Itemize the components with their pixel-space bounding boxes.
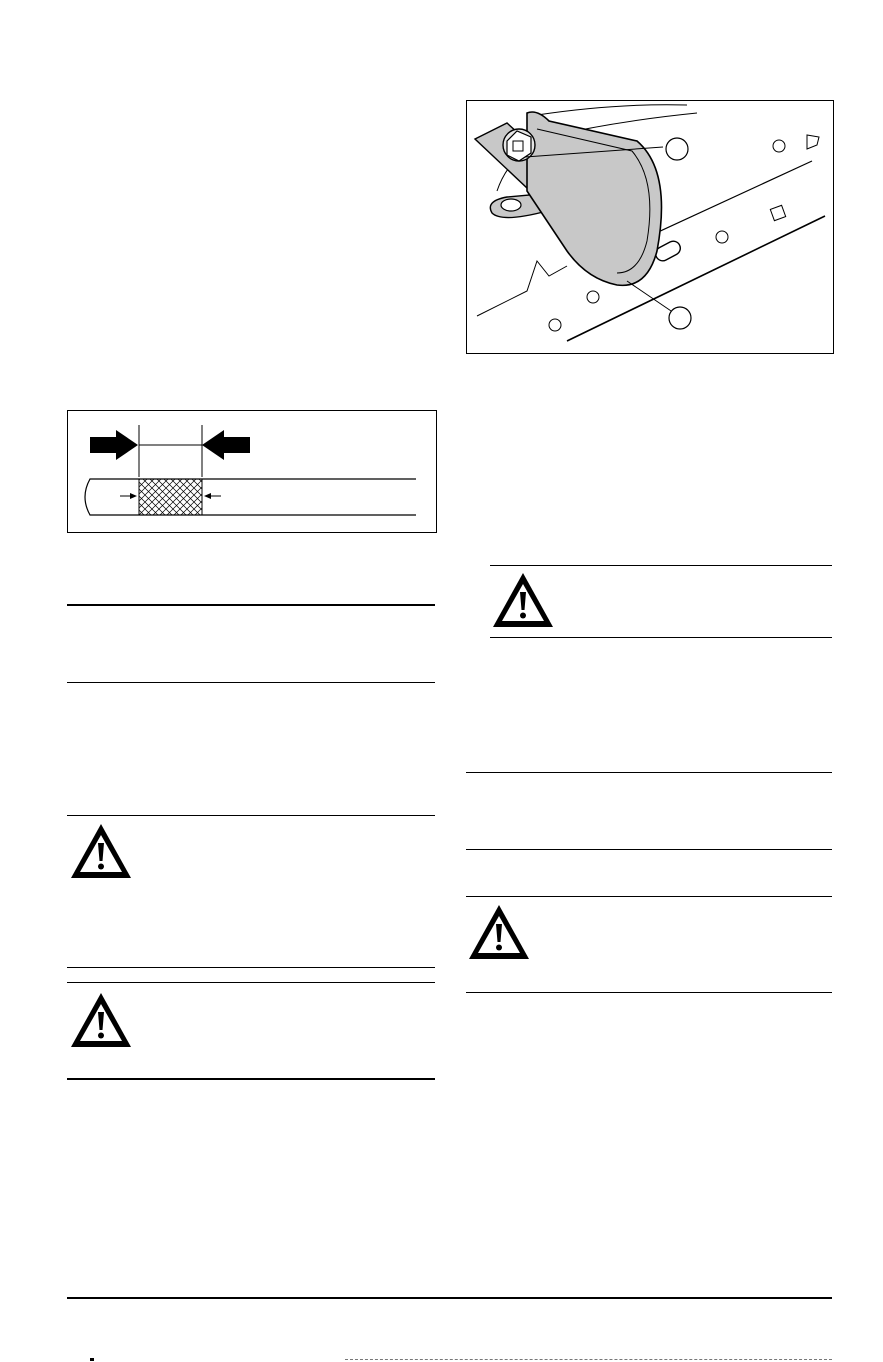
section-rule: [466, 849, 832, 850]
section-rule: [67, 604, 435, 606]
section-rule: [67, 815, 435, 816]
warning-triangle-icon: [68, 990, 134, 1050]
bracket-illustration: [466, 100, 834, 354]
warning-triangle-icon: [466, 902, 532, 962]
section-rule: [490, 565, 832, 566]
bracket-drawing: [467, 101, 832, 352]
scan-artifact: [345, 1359, 832, 1360]
wear-gauge-figure: [67, 410, 437, 533]
scan-artifact: [90, 1358, 94, 1361]
section-rule: [67, 982, 435, 983]
footer-rule: [67, 1297, 832, 1299]
callout-circle: [669, 307, 691, 329]
warning-triangle-icon: [490, 570, 556, 630]
section-rule: [490, 637, 832, 638]
section-rule: [466, 896, 832, 897]
callout-circle: [666, 138, 688, 160]
section-rule: [67, 682, 435, 683]
wear-gauge-drawing: [68, 411, 435, 531]
section-rule: [67, 967, 435, 968]
section-rule: [466, 772, 832, 773]
right-arrow-icon: [202, 430, 250, 460]
left-arrow-icon: [90, 430, 138, 460]
section-rule: [67, 1078, 435, 1080]
section-rule: [466, 992, 832, 993]
warning-triangle-icon: [68, 821, 134, 881]
